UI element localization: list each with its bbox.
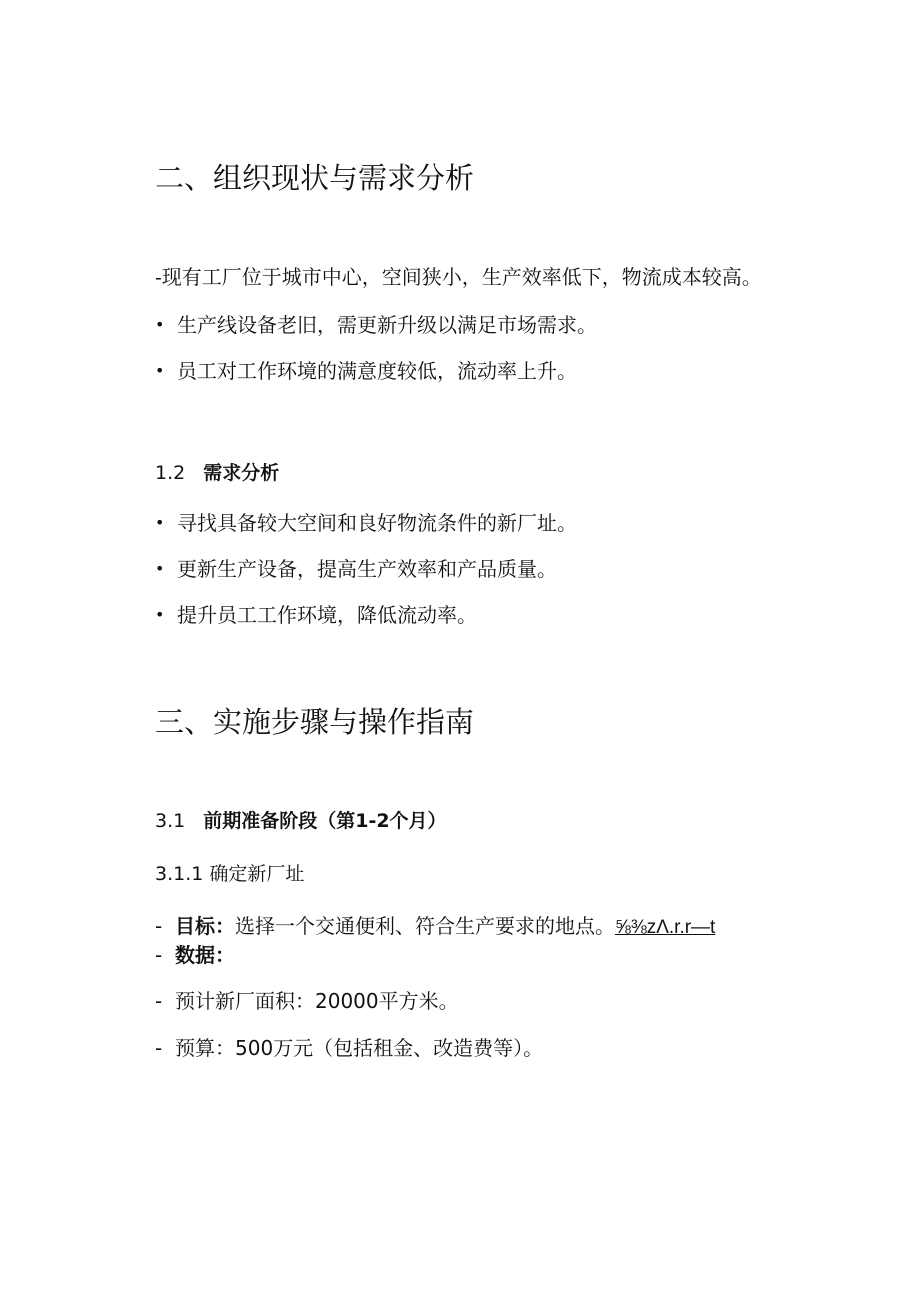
list-item: - 预计新厂面积：20000平方米。 xyxy=(155,989,459,1013)
list-item: • 更新生产设备，提高生产效率和产品质量。 xyxy=(155,557,557,581)
section-2-heading: 二、组织现状与需求分析 xyxy=(155,161,475,195)
subsection-3-1-heading: 3.1 前期准备阶段（第1-2个月） xyxy=(155,810,447,832)
list-item: • 生产线设备老旧，需更新升级以满足市场需求。 xyxy=(155,313,597,337)
bullet-icon: • xyxy=(155,513,165,532)
garbled-text: ⅝⅜zΛ.r.r—t xyxy=(615,917,716,938)
subsection-1-2-heading: 1.2 需求分析 xyxy=(155,462,280,484)
list-item: • 员工对工作环境的满意度较低，流动率上升。 xyxy=(155,359,577,383)
list-item: - 预算：500万元（包括租金、改造费等）。 xyxy=(155,1036,544,1060)
section-2-intro: -现有工厂位于城市中心，空间狭小，生产效率低下，物流成本较高。 xyxy=(155,265,762,289)
list-item: • 寻找具备较大空间和良好物流条件的新厂址。 xyxy=(155,511,577,535)
subsection-3-1-1-heading: 3.1.1 确定新厂址 xyxy=(155,863,305,885)
goal-line: - 目标：选择一个交通便利、符合生产要求的地点。⅝⅜zΛ.r.r—t xyxy=(155,914,716,938)
section-3-heading: 三、实施步骤与操作指南 xyxy=(155,705,475,739)
data-heading: - 数据： xyxy=(155,943,235,967)
bullet-icon: • xyxy=(155,361,165,380)
bullet-icon: • xyxy=(155,605,165,624)
bullet-icon: • xyxy=(155,559,165,578)
bullet-icon: • xyxy=(155,315,165,334)
list-item: • 提升员工工作环境，降低流动率。 xyxy=(155,603,477,627)
